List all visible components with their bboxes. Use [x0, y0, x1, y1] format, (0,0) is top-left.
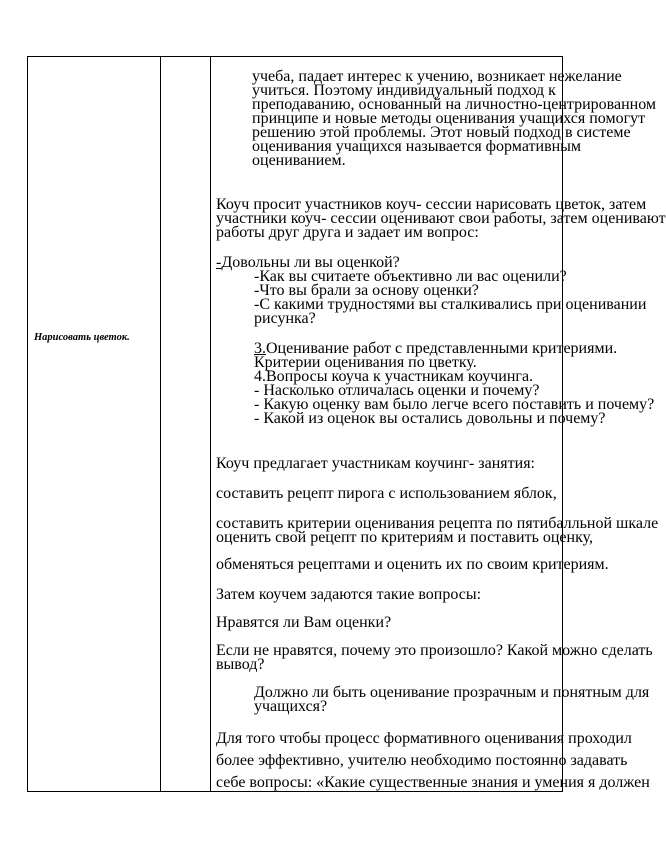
step3-criteria: Критерии оценивания по цветку. — [254, 354, 477, 371]
sub-question: -С какими трудностями вы сталкивались при оценивании — [254, 296, 647, 313]
question-why-line: вывод? — [216, 656, 265, 673]
sub-question: рисунка? — [254, 310, 316, 327]
coach-request-line: работы друг друга и задает им вопрос: — [216, 224, 479, 241]
step3-number: 3. — [254, 340, 266, 357]
question-transparent-line: учащихся? — [254, 698, 328, 715]
main-question-text: Довольны ли вы оценкой? — [221, 254, 400, 271]
question-transparent — [254, 686, 649, 714]
step-3-4-block — [254, 342, 654, 426]
task-criteria-line: оценить свой рецепт по критериям и поставить оценку, — [216, 529, 594, 546]
task-recipe: составить рецепт пирога с использованием яблок, — [216, 485, 557, 502]
intro-line: учеба, падает интерес к учению, возникает нежелание — [252, 68, 622, 85]
intro-line: учиться. Поэтому индивидуальный подход к — [252, 82, 556, 99]
closing-paragraph — [216, 728, 650, 794]
task-criteria — [216, 517, 658, 545]
intro-line: оценивания учащихся называется формативным — [252, 138, 582, 155]
intro-paragraph — [252, 70, 656, 168]
coach-request-line: Коуч просит участников коуч- сессии нарисовать цветок, затем — [216, 196, 647, 213]
questions-intro: Затем коучем задаются такие вопросы: — [216, 586, 482, 603]
coach-offer: Коуч предлагает участникам коучинг- занятия: — [216, 455, 535, 472]
closing-line: более эффективно, учителю необходимо постоянно задавать — [216, 752, 628, 769]
table-left-border — [27, 56, 28, 792]
step4-question: - Насколько отличалась оценки и почему? — [254, 382, 540, 399]
question-why — [216, 644, 653, 672]
closing-line: себе вопросы: «Какие существенные знания и умения я должен — [216, 774, 650, 791]
question-why-line: Если не нравятся, почему это произошло? Какой можно сделать — [216, 642, 653, 659]
task-exchange: обменяться рецептами и оценить их по своим критериям. — [216, 556, 609, 573]
question-like: Нравятся ли Вам оценки? — [216, 614, 392, 631]
step4-question: - Какой из оценок вы остались довольны и почему? — [254, 410, 606, 427]
sub-questions — [254, 270, 646, 326]
closing-line: Для того чтобы процесс формативного оценивания проходил — [216, 730, 632, 747]
table-column-divider-2 — [210, 56, 211, 792]
task-criteria-line: составить критерии оценивания рецепта по пятибалльной шкале — [216, 515, 659, 532]
intro-line: принципе и новые методы оценивания учащихся помогут — [252, 110, 646, 127]
sub-question: -Как вы считаете объективно ли вас оценили? — [254, 268, 567, 285]
intro-line: преподаванию, основанный на личностно-центрированном — [252, 96, 657, 113]
table-top-border — [27, 56, 563, 57]
coach-request-line: участники коуч- сессии оценивают свои работы, затем оценивают — [216, 210, 666, 227]
sub-question: -Что вы брали за основу оценки? — [254, 282, 479, 299]
intro-line: оцениванием. — [252, 152, 346, 169]
coach-request-paragraph — [216, 198, 666, 240]
task-label: Нарисовать цветок. — [34, 332, 130, 343]
table-column-divider-1 — [160, 56, 161, 792]
step3-text: Оценивание работ с представленными критериями. — [266, 340, 618, 357]
step4-question: - Какую оценку вам было легче всего поставить и почему? — [254, 396, 655, 413]
main-question-dash: - — [216, 254, 222, 271]
question-transparent-line: Должно ли быть оценивание прозрачным и понятным для — [254, 684, 650, 701]
step4-heading: 4.Вопросы коуча к участникам коучинга. — [254, 368, 534, 385]
intro-line: решению этой проблемы. Этот новый подход в системе — [252, 124, 631, 141]
